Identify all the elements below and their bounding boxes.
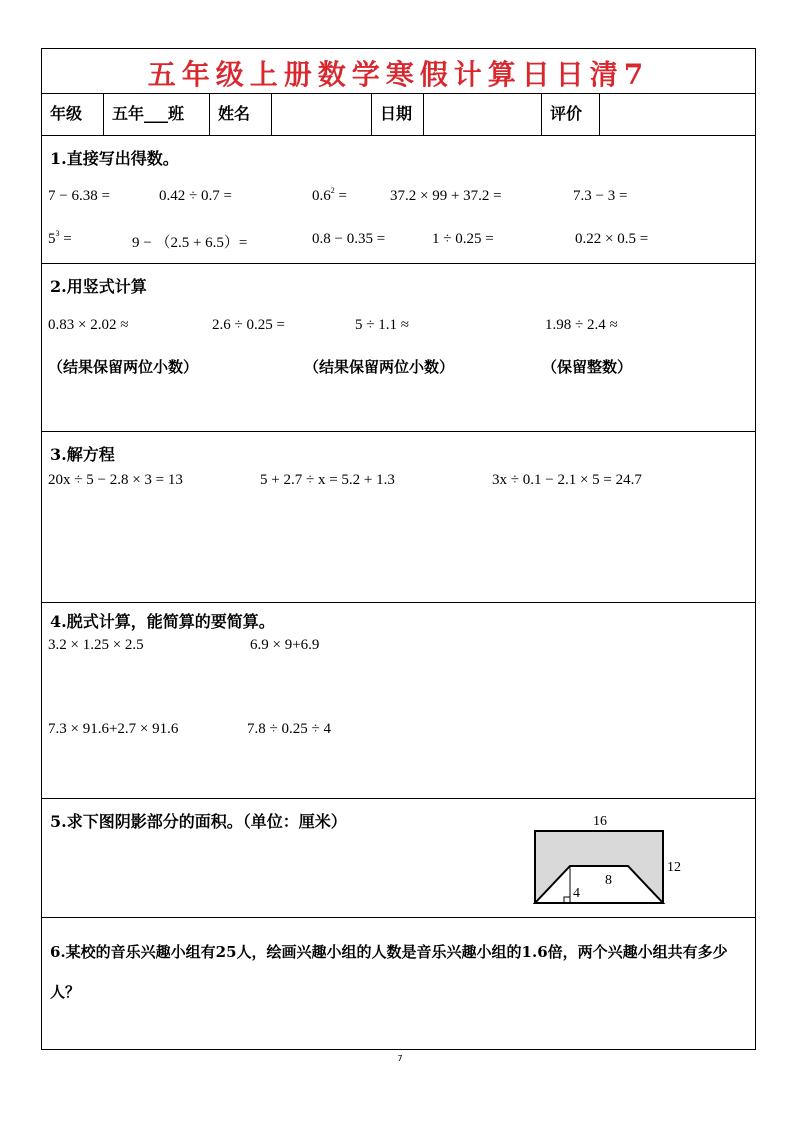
- section3-title: 3.解方程: [50, 445, 115, 464]
- section-vertical-calc: [42, 264, 755, 432]
- section-shaded-area: [42, 799, 755, 918]
- equals-sign: =: [338, 188, 347, 204]
- word-problem-text: 6.某校的音乐兴趣小组有25人，绘画兴趣小组的人数是音乐兴趣小组的1.6倍，两个兴趣小组共有多少人？: [50, 943, 728, 1001]
- power-exponent: 2: [330, 186, 335, 195]
- label-right: 12: [667, 860, 681, 875]
- problem: 1 ÷ 0.25 =: [432, 231, 494, 247]
- problem: 0.83 × 2.02 ≈: [48, 317, 129, 333]
- problem: 0.8 − 0.35 =: [312, 231, 386, 247]
- problem: 7.3 × 91.6+2.7 × 91.6: [48, 721, 179, 737]
- power-exponent: 3: [55, 229, 60, 238]
- grade-value[interactable]: 五年___班: [104, 94, 210, 135]
- problem: 6.9 × 9+6.9: [250, 637, 320, 653]
- section4-title: 4.脱式计算，能简算的要简算。: [50, 612, 275, 631]
- problem: 5 ÷ 1.1 ≈: [355, 317, 409, 333]
- eval-label: 评价: [542, 94, 600, 135]
- equation: 3x ÷ 0.1 − 2.1 × 5 = 24.7: [492, 472, 642, 488]
- problem: 3.2 × 1.25 × 2.5: [48, 637, 144, 653]
- name-label: 姓名: [210, 94, 272, 135]
- worksheet: [41, 48, 756, 1050]
- geometry-figure: [520, 809, 700, 919]
- info-row: [42, 94, 755, 136]
- problem-power: [48, 231, 72, 248]
- power-base: 0.6: [312, 188, 331, 204]
- worksheet-title: 五年级上册数学寒假计算日日清7: [147, 58, 650, 91]
- rounding-note: （结果保留两位小数）: [304, 358, 455, 376]
- name-field[interactable]: [272, 94, 372, 135]
- date-field[interactable]: [424, 94, 542, 135]
- problem-power: [312, 188, 347, 205]
- problem: 1.98 ÷ 2.4 ≈: [545, 317, 618, 333]
- date-label: 日期: [372, 94, 424, 135]
- eval-field[interactable]: [600, 94, 755, 135]
- rounding-note: （保留整数）: [542, 358, 633, 376]
- page-number: 7: [397, 1054, 403, 1063]
- label-height: 4: [573, 886, 580, 901]
- equation: 20x ÷ 5 − 2.8 × 3 = 13: [48, 472, 183, 488]
- grade-label: 年级: [42, 94, 104, 135]
- problem: 7.8 ÷ 0.25 ÷ 4: [247, 721, 331, 737]
- section-step-calc: [42, 603, 755, 799]
- section1-title: 1.直接写出得数。: [50, 149, 179, 168]
- label-inner-top: 8: [605, 873, 612, 888]
- equals-sign: =: [59, 231, 72, 247]
- problem: 37.2 × 99 + 37.2 =: [390, 188, 502, 204]
- section-equations: [42, 432, 755, 603]
- problem: 2.6 ÷ 0.25 =: [212, 317, 285, 333]
- section-word-problem: [42, 918, 755, 1051]
- section2-title: 2.用竖式计算: [50, 277, 147, 296]
- problem: 0.42 ÷ 0.7 =: [159, 188, 232, 204]
- problem: 7.3 − 3 =: [573, 188, 628, 204]
- label-top: 16: [593, 814, 607, 829]
- section5-title: 5.求下图阴影部分的面积。（单位：厘米）: [50, 812, 347, 831]
- title-row: [42, 49, 755, 94]
- equation: 5 + 2.7 ÷ x = 5.2 + 1.3: [260, 472, 395, 488]
- problem: 0.22 × 0.5 =: [575, 231, 649, 247]
- problem: 9 − （2.5 + 6.5）=: [132, 235, 248, 251]
- rounding-note: （结果保留两位小数）: [48, 358, 199, 376]
- section-direct-answers: [42, 136, 755, 264]
- power-base: 5: [48, 231, 56, 247]
- problem: 7 − 6.38 =: [48, 188, 110, 204]
